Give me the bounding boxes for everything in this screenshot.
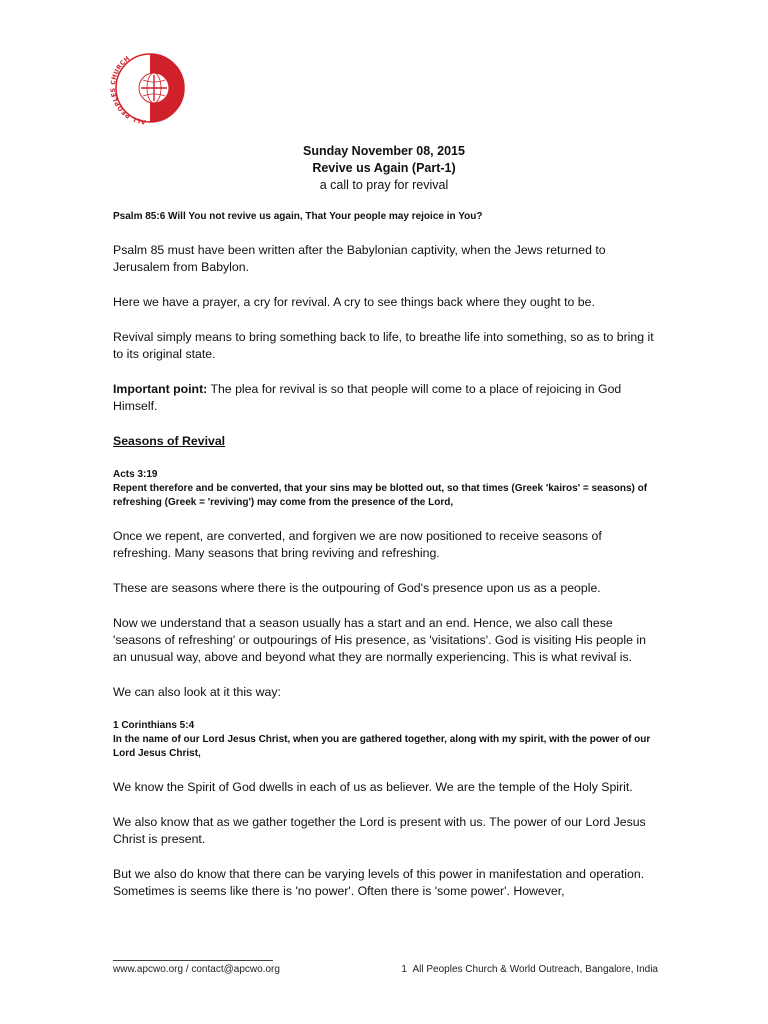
acts-verse: Repent therefore and be converted, that your sins may be blotted out, so that times (Greek 'kairos' = seasons) of refreshing (Greek = 'reviving') may come from the presence of the Lord, [113,483,648,508]
church-logo [106,46,194,130]
paragraph-5: Once we repent, are converted, and forgiven we are now positioned to receive seasons of refreshing. Many seasons that bring reviving and refreshing. [113,529,602,560]
document-body [113,210,661,900]
paragraph-7: Now we understand that a season usually has a start and an end. Hence, we also call these 'seasons of refreshing' or outpourings of His presence, as 'visitations'. God is visiting His people in an unusual way, above and beyond what they are normally experiencing. This is what revival is. [113,616,646,664]
corinthians-verse: In the name of our Lord Jesus Christ, when you are gathered together, along with my spirit, with the power of our Lord Jesus Christ, [113,734,651,759]
footer-divider [113,960,273,961]
page-number: 1 [401,964,407,975]
psalm-verse: Psalm 85:6 Will You not revive us again, That Your people may rejoice in You? [113,211,483,222]
logo-text: ALL PEOPLES CHURCH [109,55,147,126]
paragraph-2: Here we have a prayer, a cry for revival. A cry to see things back where they ought to be. [113,295,595,309]
sermon-subtitle: a call to pray for revival [319,178,449,192]
paragraph-10: We also know that as we gather together the Lord is present with us. The power of our Lord Jesus Christ is present. [113,815,646,846]
paragraph-1: Psalm 85 must have been written after the Babylonian captivity, when the Jews returned to Jerusalem from Babylon. [113,243,606,274]
paragraph-3: Revival simply means to bring something back to life, to breathe life into something, so as to bring it to its original state. [113,330,654,361]
sermon-title: Revive us Again (Part-1) [312,161,456,175]
footer-organization: All Peoples Church & World Outreach, Bangalore, India [412,964,658,975]
important-point-label: Important point: [113,382,208,396]
footer-contact: www.apcwo.org / contact@apcwo.org [113,964,280,975]
section-heading: Seasons of Revival [113,434,226,448]
footer-right [401,964,658,975]
paragraph-4 [113,381,661,415]
paragraph-6: These are seasons where there is the outpouring of God's presence upon us as a people. [113,581,601,595]
important-point-text: The plea for revival is so that people will come to a place of rejoicing in God Himself. [113,382,622,413]
paragraph-11: But we also do know that there can be varying levels of this power in manifestation and operation. Sometimes is seems like there is 'no power'. Often there is 'some power'. However, [113,867,645,898]
acts-reference: Acts 3:19 [113,469,158,480]
document-header [112,143,656,194]
sermon-date: Sunday November 08, 2015 [303,144,465,158]
paragraph-9: We know the Spirit of God dwells in each of us as believer. We are the temple of the Holy Spirit. [113,780,633,794]
corinthians-reference: 1 Corinthians 5:4 [113,720,195,731]
paragraph-8: We can also look at it this way: [113,685,281,699]
